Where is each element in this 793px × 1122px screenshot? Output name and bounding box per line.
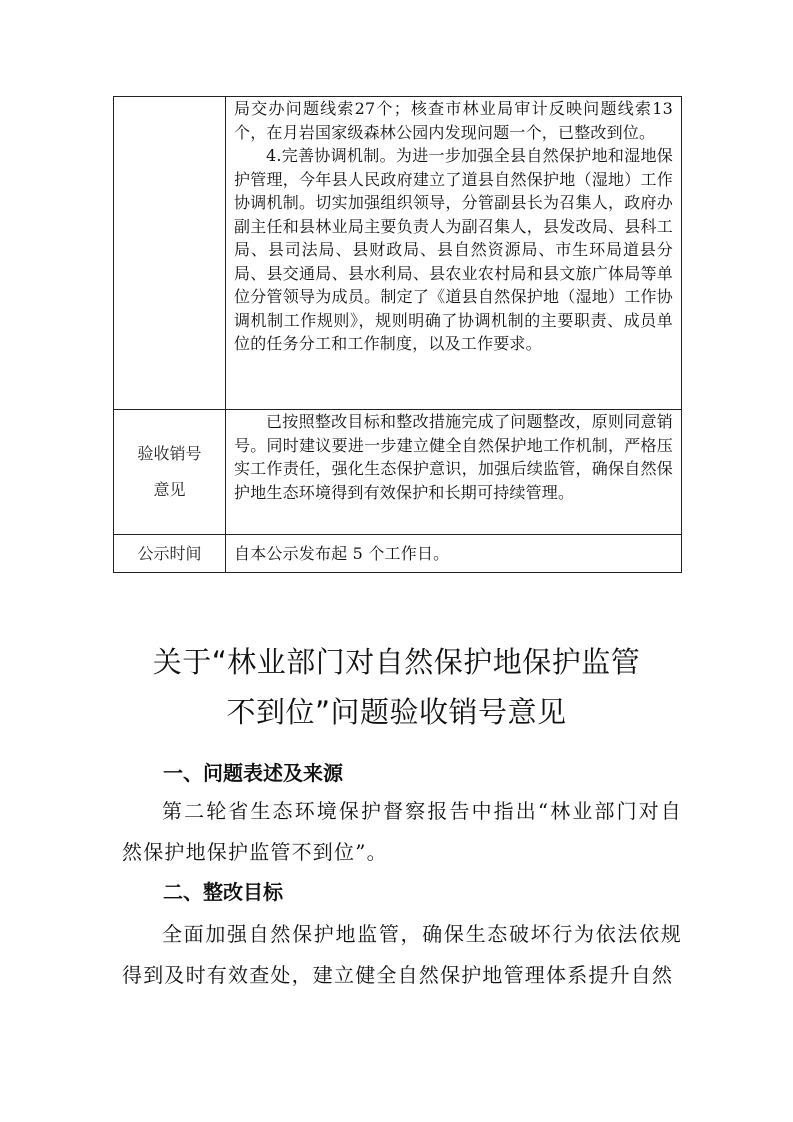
table-label-cell-empty xyxy=(114,97,226,410)
table-content-cell-publicity xyxy=(226,535,682,573)
table-row-acceptance xyxy=(114,410,682,535)
acceptance-table xyxy=(113,96,682,573)
section-body-2: 全面加强自然保护地监管，确保生态破坏行为依法依规得到及时有效查处，建立健全自然保护地管理体系提升自然 xyxy=(122,922,682,987)
table-row-measures xyxy=(114,97,682,410)
table-label-cell-acceptance xyxy=(114,410,226,535)
measures-paragraph-1: 局交办问题线索27个；核查市林业局审计反映问题线索13个，在月岩国家级森林公园内发现问题一个，已整改到位。 xyxy=(234,99,673,142)
title-line-2: 不到位”问题验收销号意见 xyxy=(226,695,567,730)
document-title xyxy=(0,637,793,737)
table-label-cell-publicity: 公示时间 xyxy=(114,535,226,573)
section-heading-1: 一、问题表述及来源 xyxy=(163,761,343,785)
section-heading-2: 二、整改目标 xyxy=(163,880,283,904)
table-content-cell-acceptance xyxy=(226,410,682,535)
acceptance-label-line1: 验收销号 xyxy=(137,444,202,463)
publicity-time-text: 自本公示发布起 5 个工作日。 xyxy=(234,544,450,563)
title-line-1: 关于“林业部门对自然保护地保护监管 xyxy=(152,645,641,680)
acceptance-opinion-text: 已按照整改目标和整改措施完成了问题整改，原则同意销号。同时建议要进一步建立健全自然保护地工作机制，严格压实工作责任，强化生态保护意识，加强后续监管，确保自然保护地生态环境得到有效保护和长期可持续管理。 xyxy=(234,412,673,502)
section-body-1: 第二轮省生态环境保护督察报告中指出“林业部门对自然保护地保护监管不到位”。 xyxy=(122,799,682,864)
measures-paragraph-2: 4.完善协调机制。为进一步加强全县自然保护地和湿地保护管理，今年县人民政府建立了道县自然保护地（湿地）工作协调机制。切实加强组织领导，分管副县长为召集人，政府办副主任和县林业局主要负责人为副召集人，县发改局、县科工局、县司法局、县财政局、县自然资源局、市生环局道县分局、县交通局、县水利局、县农业农村局和县文旅广体局等单位分管领导为成员。制定了《道县自然保护地（湿地）工作协调机制工作规则》，规则明确了协调机制的主要职责、成员单位的任务分工和工作制度，以及工作要求。 xyxy=(234,146,673,353)
table-row-publicity-time xyxy=(114,535,682,573)
table-content-cell-measures xyxy=(226,97,682,410)
acceptance-label-line2: 意见 xyxy=(153,480,186,499)
